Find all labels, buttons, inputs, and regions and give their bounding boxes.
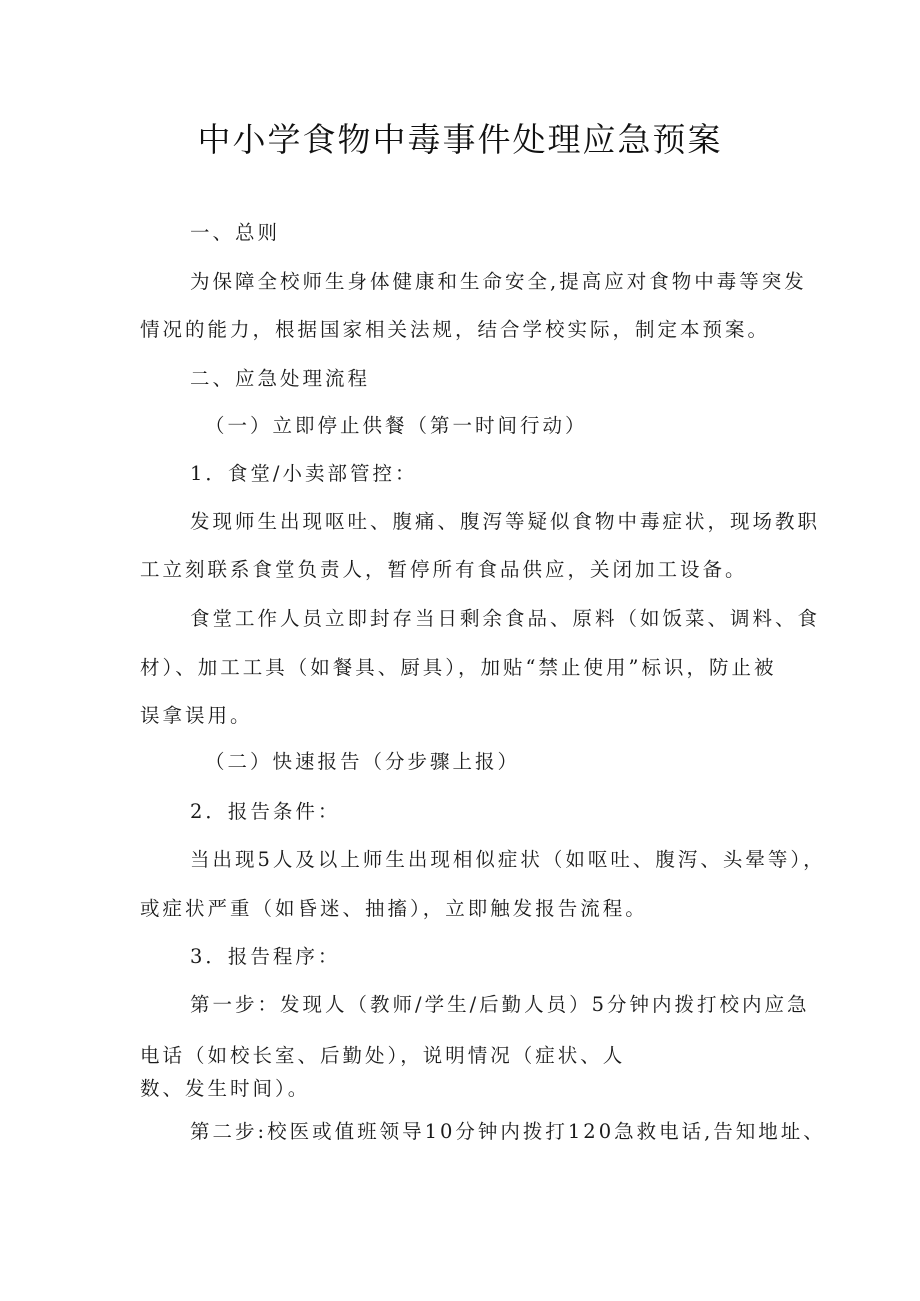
- paragraph-line: 或症状严重（如昏迷、抽搐），立即触发报告流程。: [140, 897, 648, 920]
- section-heading-process: 二、应急处理流程: [190, 367, 371, 390]
- document-title: 中小学食物中毒事件处理应急预案: [197, 120, 723, 159]
- paragraph-line: 情况的能力，根据国家相关法规，结合学校实际，制定本预案。: [140, 318, 771, 341]
- paragraph-line: 为保障全校师生身体健康和生命安全,提高应对食物中毒等突发: [190, 270, 807, 293]
- paragraph-line: 材）、加工工具（如餐具、厨具），加贴“禁止使用”标识，防止被: [140, 656, 777, 679]
- paragraph-line: 第一步：发现人（教师/学生/后勤人员）5分钟内拨打校内应急: [190, 993, 810, 1016]
- paragraph-line: 发现师生出现呕吐、腹痛、腹泻等疑似食物中毒症状，现场教职: [190, 510, 821, 533]
- section-heading-general: 一、总则: [190, 221, 281, 244]
- paragraph-line: 食堂工作人员立即封存当日剩余食品、原料（如饭菜、调料、食: [190, 607, 821, 630]
- paragraph-line: 当出现5人及以上师生出现相似症状（如呕吐、腹泻、头晕等），: [190, 848, 826, 871]
- item-heading: 2．报告条件：: [190, 800, 341, 823]
- paragraph-line: 工立刻联系食堂负责人，暂停所有食品供应，关闭加工设备。: [140, 558, 748, 581]
- paragraph-line: 数、发生时间）。: [140, 1077, 311, 1100]
- subsection-heading: （二）快速报告（分步骤上报）: [205, 750, 521, 773]
- item-heading: 1．食堂/小卖部管控：: [190, 462, 418, 485]
- paragraph-line: 误拿误用。: [140, 704, 253, 727]
- item-heading: 3．报告程序：: [190, 945, 341, 968]
- paragraph-line: 电话（如校长室、后勤处），说明情况（症状、人: [140, 1044, 626, 1067]
- subsection-heading: （一）立即停止供餐（第一时间行动）: [205, 414, 588, 437]
- paragraph-line: 第二步:校医或值班领导10分钟内拨打120急救电话,告知地址、: [190, 1120, 826, 1143]
